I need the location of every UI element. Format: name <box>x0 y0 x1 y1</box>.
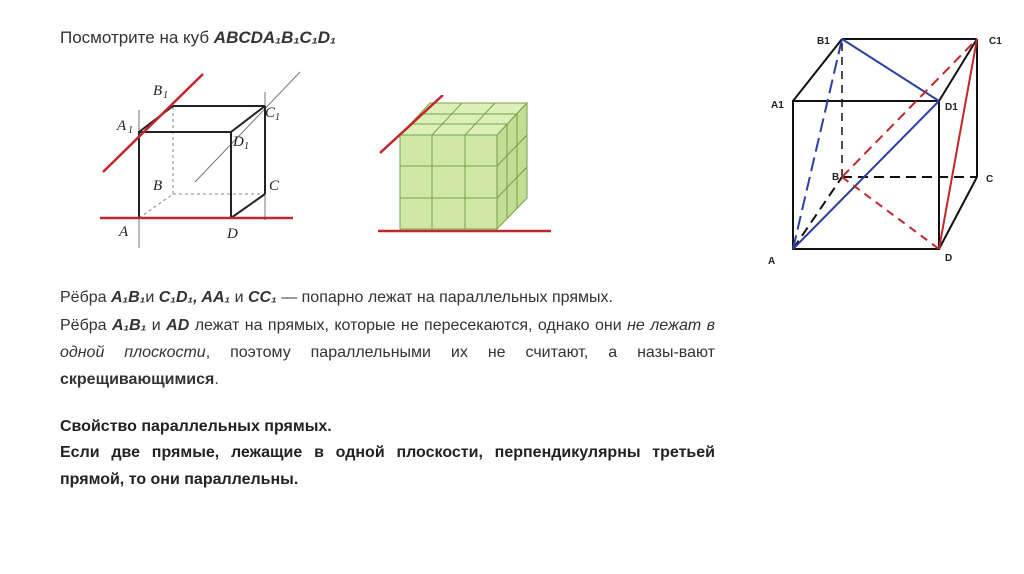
p1-text2: и <box>145 289 159 306</box>
p1-edge-c1d1: C₁D₁ <box>158 289 194 306</box>
title-prefix: Посмотрите на куб <box>60 28 214 47</box>
label-D1: D <box>233 134 244 150</box>
p1-edge-a1b1: A₁B₁ <box>110 289 146 306</box>
label-D: D <box>227 226 238 242</box>
edge-A-B-hidden <box>793 177 842 249</box>
guide-line-cc1 <box>195 72 300 182</box>
property-heading: Свойство параллельных прямых. <box>60 418 332 435</box>
p2-text4: , поэтому параллельными их не считают, а назы-вают <box>205 344 715 361</box>
p2-text1: Рёбра <box>60 317 112 334</box>
front-face <box>139 132 231 218</box>
paragraph-parallel-edges <box>60 284 715 311</box>
green-grid-cube <box>375 95 555 240</box>
label-C1-sub: 1 <box>275 112 280 123</box>
label-B1: B <box>153 83 163 99</box>
label-A1: A1 <box>771 100 784 111</box>
title-cube-name: ABCDA₁B₁C₁D₁ <box>213 28 336 47</box>
cube-front-face <box>400 135 497 229</box>
label-B: B <box>153 178 163 194</box>
paragraph-skew-edges <box>60 312 715 393</box>
p1-edge-aa1: AA₁ <box>201 289 231 306</box>
label-C: C <box>269 178 280 194</box>
label-A1: A <box>117 118 127 134</box>
p2-edge-ad: AD <box>166 317 190 334</box>
p1-text3: и <box>230 289 248 306</box>
label-A: A <box>119 224 129 240</box>
red-line-B-D-dashed <box>842 177 939 249</box>
label-D1: D1 <box>945 102 958 113</box>
p2-bold: скрещивающимися <box>60 371 215 388</box>
p2-edge-a1b1: A₁B₁ <box>111 317 147 334</box>
label-B1-sub: 1 <box>163 90 168 101</box>
p2-text5: . <box>214 371 219 388</box>
slide-title <box>60 28 336 48</box>
p1-sep: , <box>193 289 202 306</box>
label-D1-sub: 1 <box>244 141 249 152</box>
edge-A-B-hidden <box>139 194 173 218</box>
p1-text4: — попарно лежат на параллельных прямых. <box>276 289 613 306</box>
label-B1: B1 <box>817 36 830 47</box>
p2-text2: и <box>146 317 167 334</box>
edge-C-D <box>231 194 265 218</box>
edge-C1-D1 <box>231 106 265 132</box>
p2-text3: лежат на прямых, которые не пересекаются, однако они <box>189 317 628 334</box>
p1-edge-cc1: CC₁ <box>248 289 277 306</box>
blue-line-A-D1 <box>793 101 939 249</box>
p2-italic: не лежат в одной плоскости <box>60 317 716 361</box>
label-C1: C1 <box>989 36 1002 47</box>
label-C1: C <box>265 105 276 121</box>
p1-text1: Рёбра <box>60 289 111 306</box>
label-D: D <box>945 253 953 264</box>
label-A: A <box>768 256 776 267</box>
label-A1-sub: 1 <box>128 125 133 136</box>
property-body: Если две прямые, лежащие в одной плоскости, перпендикулярны третьей прямой, то они параллельны. <box>60 444 715 488</box>
cube-figure-labeled <box>95 70 305 250</box>
cube-diagonals-figure <box>765 28 1015 273</box>
label-B: B <box>832 172 840 183</box>
label-C: C <box>986 174 994 185</box>
